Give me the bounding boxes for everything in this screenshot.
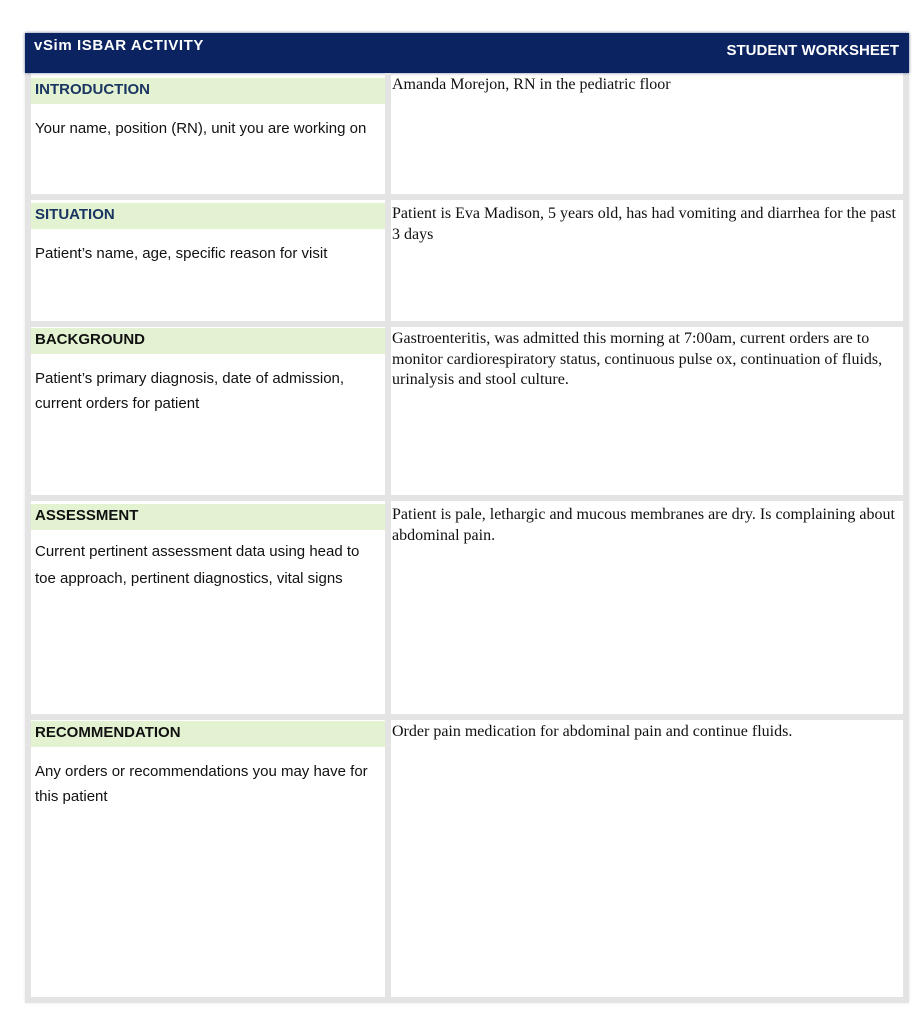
section-prompt-background: Patient’s primary diagnosis, date of admission, current orders for patient bbox=[35, 370, 345, 412]
worksheet-subtitle: STUDENT WORKSHEET bbox=[726, 42, 899, 59]
response-background[interactable]: Gastroenteritis, was admitted this morning at 7:00am, current orders are to monitor cardiorespiratory status, continuous pulse ox, continuation of fluids, urinalysis and stool culture. bbox=[392, 330, 883, 388]
row-divider bbox=[25, 194, 909, 200]
section-prompt-recommendation: Any orders or recommendations you may have for this patient bbox=[35, 763, 368, 805]
column-divider bbox=[385, 73, 391, 1000]
response-recommendation[interactable]: Order pain medication for abdominal pain and continue fluids. bbox=[392, 723, 793, 740]
section-label-introduction: INTRODUCTION bbox=[35, 81, 150, 98]
section-prompt-introduction: Your name, position (RN), unit you are working on bbox=[35, 120, 367, 137]
section-label-background: BACKGROUND bbox=[35, 331, 145, 348]
worksheet-header bbox=[25, 33, 909, 73]
section-label-assessment: ASSESSMENT bbox=[35, 507, 139, 524]
response-assessment[interactable]: Patient is pale, lethargic and mucous membranes are dry. Is complaining about abdominal pain. bbox=[392, 506, 895, 544]
row-divider bbox=[25, 321, 909, 327]
section-prompt-situation: Patient’s name, age, specific reason for visit bbox=[35, 245, 328, 262]
activity-title: vSim ISBAR ACTIVITY bbox=[34, 37, 205, 54]
response-introduction[interactable]: Amanda Morejon, RN in the pediatric floor bbox=[392, 76, 671, 93]
section-prompt-assessment: Current pertinent assessment data using head to toe approach, pertinent diagnostics, vital signs bbox=[35, 543, 360, 587]
section-label-situation: SITUATION bbox=[35, 206, 115, 223]
row-divider bbox=[25, 495, 909, 501]
row-divider bbox=[25, 714, 909, 720]
section-label-recommendation: RECOMMENDATION bbox=[35, 724, 181, 741]
response-situation[interactable]: Patient is Eva Madison, 5 years old, has had vomiting and diarrhea for the past 3 days bbox=[392, 205, 896, 243]
